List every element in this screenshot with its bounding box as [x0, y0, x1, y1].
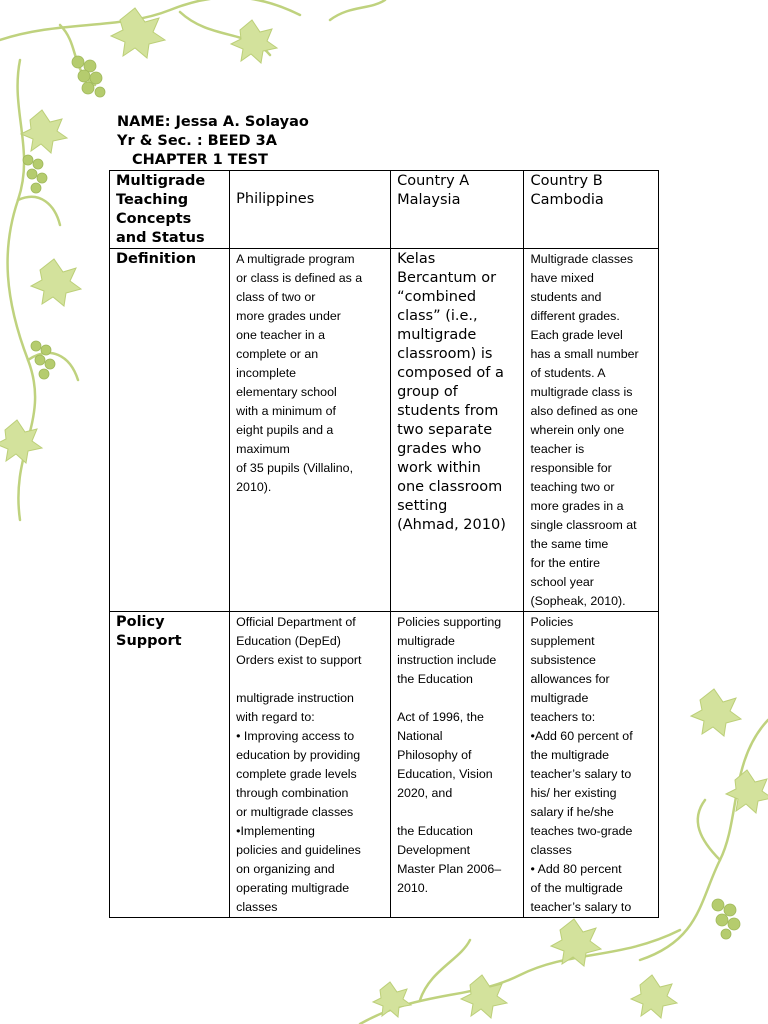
row-label-cell	[110, 612, 230, 918]
definition-philippines-text: A multigrade program or class is defined as a class of two or more grades under one teacher in a complete or an incomplete elementary school with a minimum of eight pupils and a maximum of 35 pupils (Villalino, 2010).	[236, 252, 363, 494]
definition-philippines-cell	[230, 249, 391, 612]
header-malaysia-text: Country A Malaysia	[397, 173, 470, 208]
policy-philippines-cell	[230, 612, 391, 918]
policy-malaysia-cell	[391, 612, 524, 918]
test-title: CHAPTER 1 TEST	[132, 152, 268, 168]
student-name: NAME: Jessa A. Solayao	[117, 114, 309, 130]
table-row	[110, 249, 659, 612]
definition-cambodia-cell	[524, 249, 659, 612]
header-cell-malaysia	[391, 171, 524, 249]
row-label-cell	[110, 249, 230, 612]
header-cell-philippines	[230, 171, 391, 249]
year-section: Yr & Sec. : BEED 3A	[117, 133, 277, 149]
student-header	[117, 113, 309, 170]
definition-cambodia-text: Multigrade classes have mixed students and different grades. Each grade level has a small number of students. A multigrade class is also defined as one wherein only one teacher is responsible for teaching two or more grades in a single classroom at the same time for the entire school year (Sopheak, 2010).	[530, 252, 639, 608]
policy-malaysia-text: Policies supporting multigrade instruction include the Education Act of 1996, the National Philosophy of Education, Vision 2020, and the Education Development Master Plan 2006– 2010.	[397, 615, 502, 895]
row-label-policy-support: Policy Support	[116, 614, 182, 649]
header-concepts-text: Multigrade Teaching Concepts and Status	[116, 173, 206, 246]
header-cambodia-text: Country B Cambodia	[530, 173, 604, 208]
table-row	[110, 612, 659, 918]
row-label-definition: Definition	[116, 251, 197, 267]
table-header-row	[110, 171, 659, 249]
header-cell-concepts	[110, 171, 230, 249]
policy-cambodia-cell	[524, 612, 659, 918]
definition-malaysia-text: Kelas Bercantum or “combined class” (i.e., multigrade classroom) is composed of a group of students from two separate grades who work within one classroom setting (Ahmad, 2010)	[397, 251, 506, 533]
policy-philippines-text: Official Department of Education (DepEd) Orders exist to support multigrade instruction with regard to: • Improving access to education by providing complete grade levels through combination or multigrade classes •Implementing policies and guidelines on organizing and operating multigrade classes	[236, 615, 362, 914]
header-philippines-text: Philippines	[236, 191, 315, 207]
comparison-table	[109, 170, 659, 918]
header-cell-cambodia	[524, 171, 659, 249]
policy-cambodia-text: Policies supplement subsistence allowances for multigrade teachers to: •Add 60 percent of the multigrade teacher’s salary to his/ her existing salary if he/she teaches two-grade classes • Add 80 percent of the multigrade teacher’s salary to	[530, 615, 633, 914]
definition-malaysia-cell	[391, 249, 524, 612]
